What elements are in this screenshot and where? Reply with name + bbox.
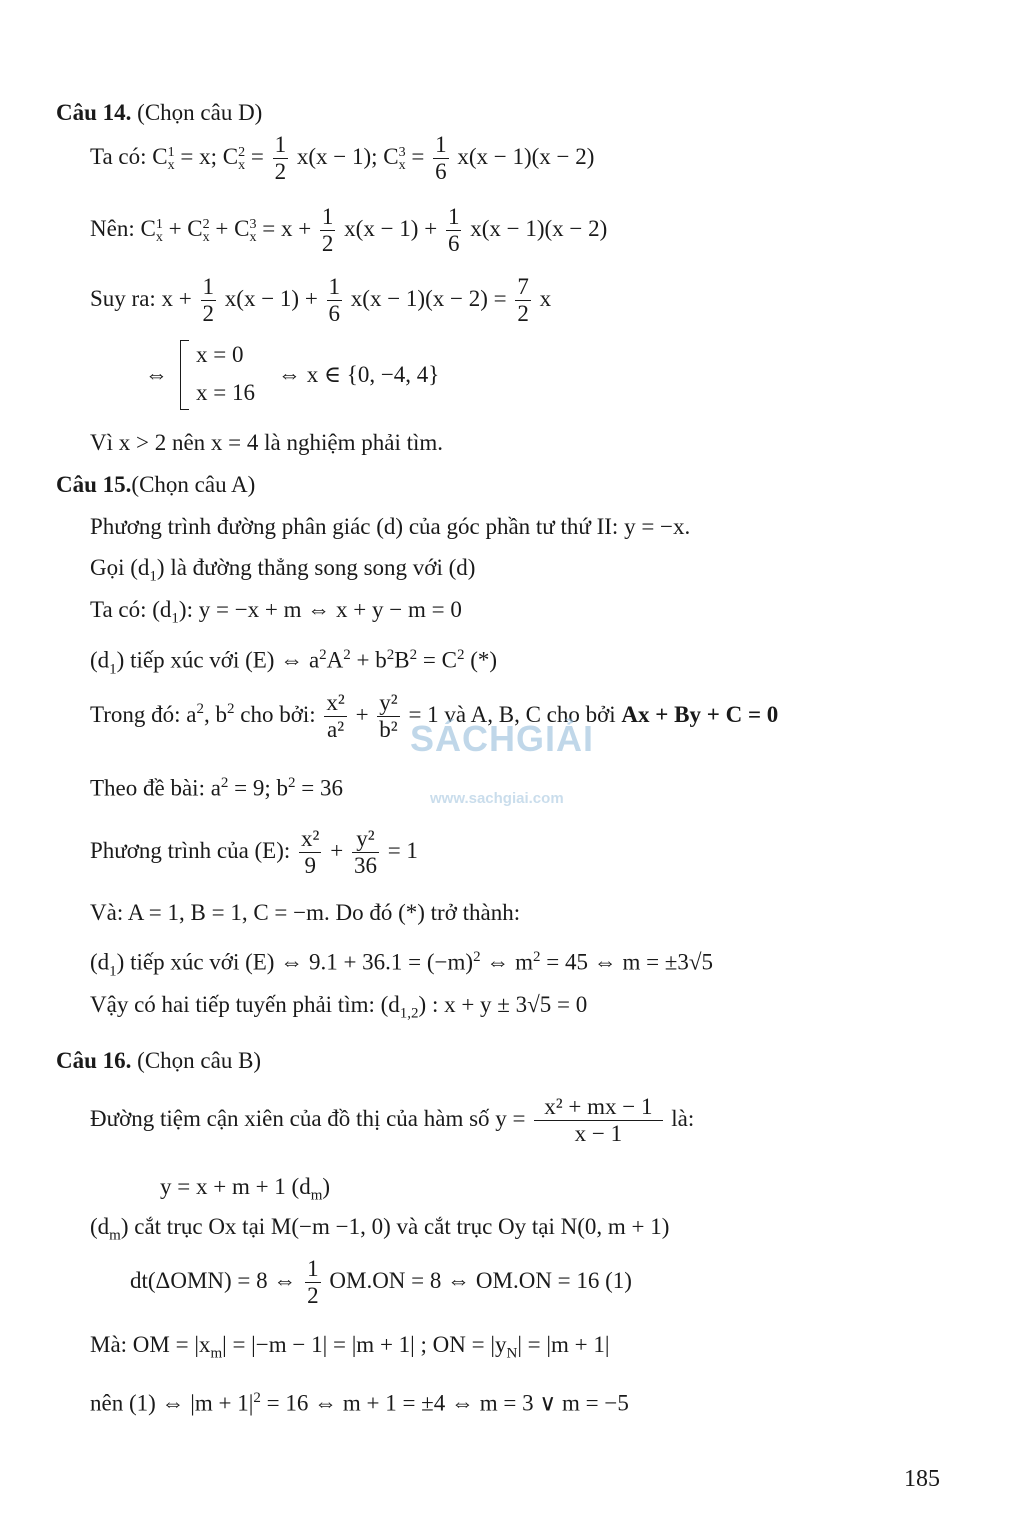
numerator: 1 <box>328 274 341 299</box>
numerator: y² <box>379 690 398 715</box>
text: A <box>326 647 344 673</box>
text: ) : x + y ± 3√5 = 0 <box>418 992 588 1017</box>
watermark-url: www.sachgiai.com <box>430 790 564 807</box>
numerator: 1 <box>321 204 334 229</box>
fraction <box>446 204 462 257</box>
numerator: 1 <box>274 132 287 157</box>
denominator: 2 <box>307 1283 319 1308</box>
superscript: 2 <box>319 647 327 663</box>
fraction <box>324 690 346 743</box>
text: C <box>187 215 203 241</box>
subscript: 1 <box>109 963 117 980</box>
numerator: 1 <box>435 132 447 157</box>
q16-line-5 <box>90 1330 609 1369</box>
text: = 9; b <box>228 775 289 801</box>
q16-heading <box>56 1046 261 1076</box>
q14-sys-tail: ⇔ x ∈ {0, −4, 4} <box>278 362 440 387</box>
superscript: 2 <box>532 949 541 965</box>
fraction <box>534 1094 662 1147</box>
q14-conclusion: Vì x > 2 nên x = 4 là nghiệm phải tìm. <box>90 430 444 455</box>
sub: x <box>398 157 406 173</box>
text: C <box>140 215 156 241</box>
superscript: 2 <box>386 647 395 663</box>
q16-line-1 <box>90 1094 694 1147</box>
text: dt(ΔOMN) = 8 ⇔ <box>130 1267 303 1293</box>
fraction <box>305 1256 321 1309</box>
denominator: b² <box>379 717 398 742</box>
text: ) là đường thẳng song song với (d) <box>156 555 476 580</box>
sub: x <box>202 229 210 245</box>
superscript: 2 <box>220 775 229 791</box>
text: ) tiếp xúc với (E) ⇔ a <box>116 647 320 673</box>
q15-line-5 <box>90 690 778 743</box>
text: = <box>245 143 270 169</box>
text: ) <box>322 1174 331 1199</box>
fraction <box>377 690 399 743</box>
sub: x <box>249 229 257 245</box>
text: Ax + By + C = 0 <box>621 701 779 727</box>
text: = 1 và A, B, C cho bởi <box>402 701 622 727</box>
denominator: 6 <box>435 159 447 184</box>
superscript: 2 <box>288 775 296 791</box>
q15-line-4 <box>90 640 497 684</box>
text: Ta có: (d <box>90 597 172 622</box>
denominator: 6 <box>447 231 460 256</box>
denominator: a² <box>327 717 345 742</box>
text: | = |m + 1| <box>517 1332 610 1357</box>
sup: 2 <box>202 216 210 232</box>
text: OM.ON = 8 ⇔ OM.ON = 16 (1) <box>323 1267 632 1293</box>
q16-line-2 <box>160 1172 330 1211</box>
q14-sys-arrow: ⇔ <box>145 362 168 387</box>
fraction <box>433 132 449 185</box>
fraction <box>327 274 343 327</box>
q14-sys-row1: x = 0 <box>196 342 244 367</box>
numerator: 7 <box>517 274 529 299</box>
sup: 2 <box>238 144 246 160</box>
q15-heading <box>56 470 255 500</box>
q15-line-10 <box>90 990 587 1029</box>
text: = 45 ⇔ m = ±3√5 <box>540 949 714 975</box>
subscript: m <box>210 1345 223 1362</box>
text: (d <box>90 949 110 975</box>
text: = 36 <box>295 775 344 801</box>
denominator: 6 <box>328 301 341 326</box>
sub: x <box>167 157 175 173</box>
text: = x + <box>256 215 317 241</box>
text: ) cắt trục Ox tại M(−m −1, 0) và cắt trục Oy tại N(0, m + 1) <box>120 1214 670 1239</box>
text: = 1 <box>381 837 418 863</box>
text: C <box>152 143 168 169</box>
q14-title: Câu 14. <box>56 100 132 125</box>
q14-line-1 <box>90 132 594 185</box>
sup: 1 <box>167 144 175 160</box>
q15-line-1: Phương trình đường phân giác (d) của góc phần tư thứ II: y = −x. <box>90 514 691 539</box>
numerator: 1 <box>202 274 215 299</box>
numerator: 1 <box>447 204 460 229</box>
text: + <box>209 215 235 241</box>
numerator: x² <box>326 690 345 715</box>
q15-line-6 <box>90 768 343 804</box>
superscript: 2 <box>409 647 418 663</box>
denominator: x − 1 <box>574 1121 623 1146</box>
text: Theo đề bài: a <box>90 775 221 801</box>
page-number: 185 <box>904 1466 940 1492</box>
q16-title: Câu 16. <box>56 1048 132 1073</box>
superscript: 2 <box>253 1390 261 1406</box>
fraction <box>352 826 379 879</box>
text: + b <box>350 647 387 673</box>
sup: 1 <box>155 216 163 232</box>
text: Ta có: <box>90 143 153 169</box>
superscript: 2 <box>456 647 465 663</box>
text: Phương trình của (E): <box>90 837 297 863</box>
text: Gọi (d <box>90 555 150 580</box>
denominator: 2 <box>517 301 529 326</box>
q14-line-3 <box>90 274 551 327</box>
fraction <box>299 826 321 879</box>
q15-line-3 <box>90 595 462 634</box>
text: C <box>383 143 399 169</box>
text: Vậy có hai tiếp tuyến phải tìm: (d <box>90 992 400 1017</box>
q15-line-9 <box>90 942 713 986</box>
sup: 3 <box>398 144 406 160</box>
denominator: 2 <box>202 301 215 326</box>
subscript: 1 <box>171 610 179 627</box>
text: ) tiếp xúc với (E) ⇔ 9.1 + 36.1 = (−m) <box>116 949 474 975</box>
denominator: 36 <box>353 853 377 878</box>
text: Nên: <box>90 215 141 241</box>
subscript: m <box>310 1187 323 1204</box>
text: Mà: OM = |x <box>90 1332 211 1357</box>
q15-choice: (Chọn câu A) <box>131 472 256 497</box>
text: (d <box>90 1214 110 1239</box>
sup: 3 <box>249 216 257 232</box>
q16-choice: (Chọn câu B) <box>137 1048 262 1073</box>
text: Suy ra: x + <box>90 285 198 311</box>
text: x(x − 1)(x − 2) = <box>345 285 513 311</box>
text: x(x − 1); <box>291 143 384 169</box>
q16-line-6 <box>90 1383 629 1419</box>
text: x <box>533 285 552 311</box>
superscript: 2 <box>343 647 351 663</box>
subscript: 1 <box>149 568 157 585</box>
q15-title: Câu 15. <box>56 472 132 497</box>
text: Đường tiệm cận xiên của đồ thị của hàm số y = <box>90 1105 532 1131</box>
text: | = |−m − 1| = |m + 1| ; ON = |y <box>222 1332 507 1357</box>
text: (d <box>90 647 110 673</box>
sub: x <box>155 229 163 245</box>
text: (*) <box>464 647 498 673</box>
text: x(x − 1)(x − 2) <box>464 215 608 241</box>
text: x(x − 1) + <box>338 215 443 241</box>
text: x(x − 1) + <box>219 285 324 311</box>
text: C <box>222 143 239 169</box>
sub: x <box>238 157 246 173</box>
text: ⇔ m <box>480 949 533 975</box>
subscript: m <box>109 1227 121 1244</box>
text: = <box>405 143 431 169</box>
text: , b <box>204 701 227 727</box>
q14-line-2 <box>90 204 607 257</box>
superscript: 2 <box>227 701 235 718</box>
fraction <box>201 274 217 327</box>
q14-sys-row2: x = 16 <box>196 380 255 405</box>
text: C <box>234 215 250 241</box>
text: x(x − 1)(x − 2) <box>451 143 595 169</box>
system-bracket <box>180 340 189 410</box>
denominator: 9 <box>304 853 316 878</box>
fraction <box>273 132 289 185</box>
fraction <box>320 204 336 257</box>
text: nên (1) ⇔ |m + 1| <box>90 1390 254 1416</box>
text: + <box>324 837 349 863</box>
text: ): y = −x + m ⇔ x + y − m = 0 <box>178 597 462 622</box>
text: y = x + m + 1 (d <box>160 1174 311 1199</box>
text: + <box>349 701 375 727</box>
q15-line-7 <box>90 826 418 879</box>
denominator: 2 <box>274 159 287 184</box>
text: là: <box>665 1105 695 1131</box>
q15-line-2 <box>90 553 475 592</box>
text: = x; <box>174 143 223 169</box>
numerator: 1 <box>307 1256 319 1281</box>
fraction <box>515 274 531 327</box>
q14-heading <box>56 98 262 128</box>
superscript: 2 <box>196 701 204 718</box>
text: Trong đó: a <box>90 701 197 727</box>
q14-choice: (Chọn câu D) <box>137 100 263 125</box>
subscript: 1,2 <box>399 1005 419 1022</box>
q16-line-3 <box>90 1212 669 1251</box>
subscript: 1 <box>109 661 117 678</box>
numerator: y² <box>352 826 379 853</box>
numerator: x² + mx − 1 <box>534 1094 662 1121</box>
subscript: N <box>506 1345 518 1362</box>
q16-line-4 <box>130 1256 632 1309</box>
watermark-logo: SÁCHGIẢI <box>410 718 595 759</box>
numerator: x² <box>301 826 320 851</box>
text: B <box>394 647 410 673</box>
superscript: 2 <box>473 949 481 965</box>
denominator: 2 <box>321 231 334 256</box>
text: = C <box>417 647 457 673</box>
text: cho bởi: <box>234 701 322 727</box>
q15-line-8: Và: A = 1, B = 1, C = −m. Do đó (*) trở thành: <box>90 900 521 925</box>
text: + <box>162 215 188 241</box>
text: = 16 ⇔ m + 1 = ±4 ⇔ m = 3 ∨ m = −5 <box>260 1390 629 1416</box>
